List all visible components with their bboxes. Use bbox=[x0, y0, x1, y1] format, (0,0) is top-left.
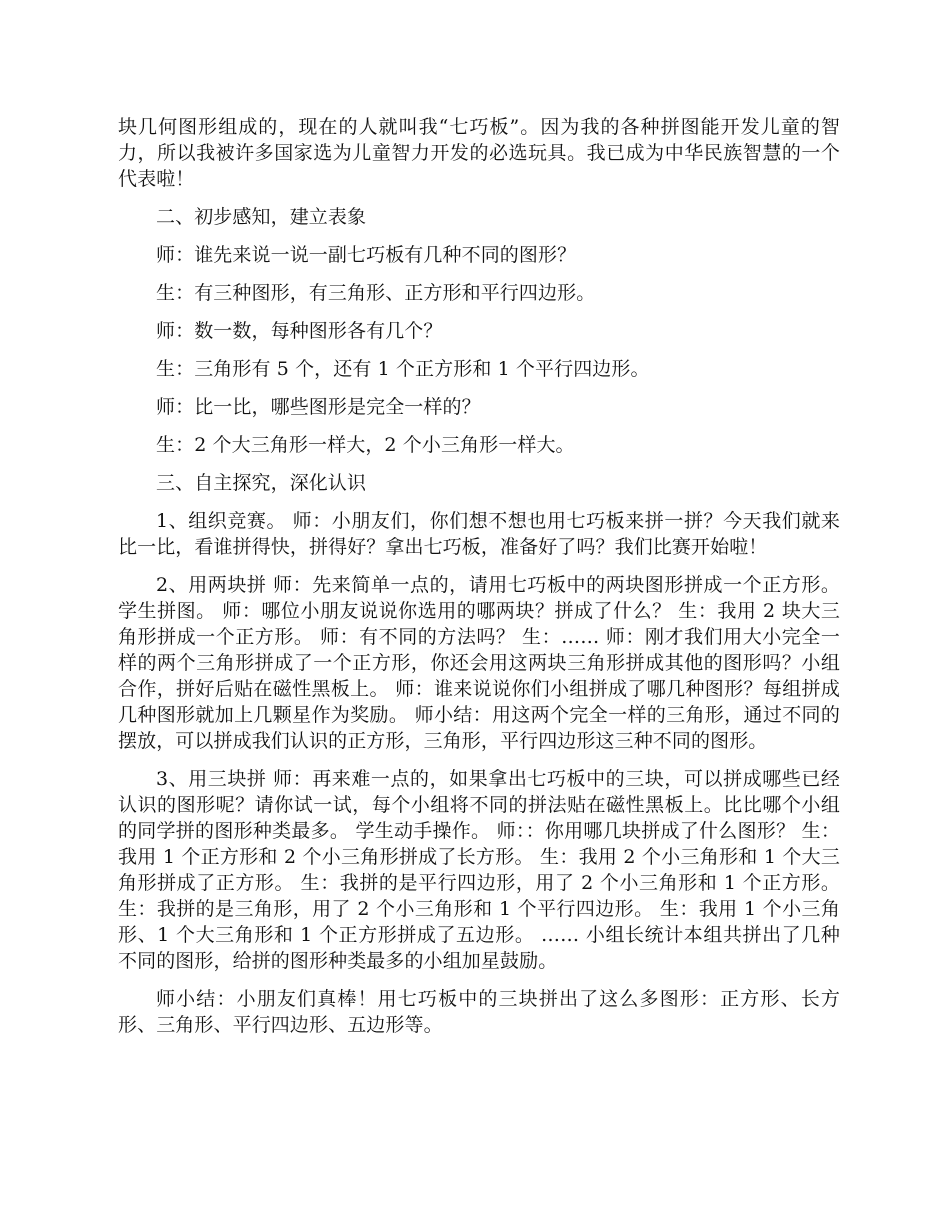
dialogue-line: 生：2 个大三角形一样大，2 个小三角形一样大。 bbox=[156, 434, 575, 456]
intro-paragraph: 块几何图形组成的，现在的人就叫我“七巧板”。因为我的各种拼图能开发儿童的智力，所以我被许多国家选为儿童智力开发的必选玩具。我已成为中华民族智慧的一个代表啦！ bbox=[118, 116, 840, 190]
dialogue-line: 师：数一数，每种图形各有几个？ bbox=[156, 320, 443, 342]
activity-paragraph-3: 3、用三块拼 师：再来难一点的，如果拿出七巧板中的三块，可以拼成哪些已经认识的图形呢？请你试一试，每个小组将不同的拼法贴在磁性黑板上。比比哪个小组的同学拼的图形种类最多。 学生动手操作。 师：：你用哪几块拼成了什么图形？ 生：我用 1 个正方形和 2 个小三角形拼成了长方形。 生：我用 2 个小三角形和 1 个大三角形拼成了正方形。 生：我拼的是平行四边形，用了 2 个小三角形和 1 个正方形。 生：我拼的是三角形，用了 2 个小三角形和 1 个平行四边形。 生：我用 1 个小三角形、1 个大三角形和 1 个正方形拼成了五边形。 …… 小组长统计本组共拼出了几种不同的图形，给拼的图形种类最多的小组加星鼓励。 bbox=[118, 768, 840, 972]
dialogue-line: 生：有三种图形，有三角形、正方形和平行四边形。 bbox=[156, 282, 596, 304]
summary-paragraph: 师小结：小朋友们真棒！用七巧板中的三块拼出了这么多图形：正方形、长方形、三角形、平行四边形、五边形等。 bbox=[118, 988, 840, 1036]
dialogue-line: 师：谁先来说一说一副七巧板有几种不同的图形？ bbox=[156, 244, 577, 266]
dialogue-line: 生：三角形有 5 个，还有 1 个正方形和 1 个平行四边形。 bbox=[156, 358, 650, 380]
document-page bbox=[118, 114, 840, 1050]
dialogue-line: 师：比一比，哪些图形是完全一样的？ bbox=[156, 396, 481, 418]
activity-paragraph-2: 2、用两块拼 师：先来简单一点的，请用七巧板中的两块图形拼成一个正方形。 学生拼图。 师：哪位小朋友说说你选用的哪两块？拼成了什么？ 生：我用 2 块大三角形拼成一个正方形。 师：有不同的方法吗？ 生：…… 师：刚才我们用大小完全一样的两个三角形拼成了一个正方形，你还会用这两块三角形拼成其他的图形吗？小组合作，拼好后贴在磁性黑板上。 师：谁来说说你们小组拼成了哪几种图形？每组拼成几种图形就加上几颗星作为奖励。 师小结：用这两个完全一样的三角形，通过不同的摆放，可以拼成我们认识的正方形，三角形，平行四边形这三种不同的图形。 bbox=[118, 574, 840, 752]
section-heading-3: 三、自主探究，深化认识 bbox=[156, 472, 367, 494]
section-heading-2: 二、初步感知，建立表象 bbox=[156, 206, 367, 228]
activity-paragraph-1: 1、组织竞赛。 师：小朋友们，你们想不想也用七巧板来拼一拼？今天我们就来比一比，看谁拼得快，拼得好？拿出七巧板，准备好了吗？我们比赛开始啦！ bbox=[118, 510, 840, 558]
